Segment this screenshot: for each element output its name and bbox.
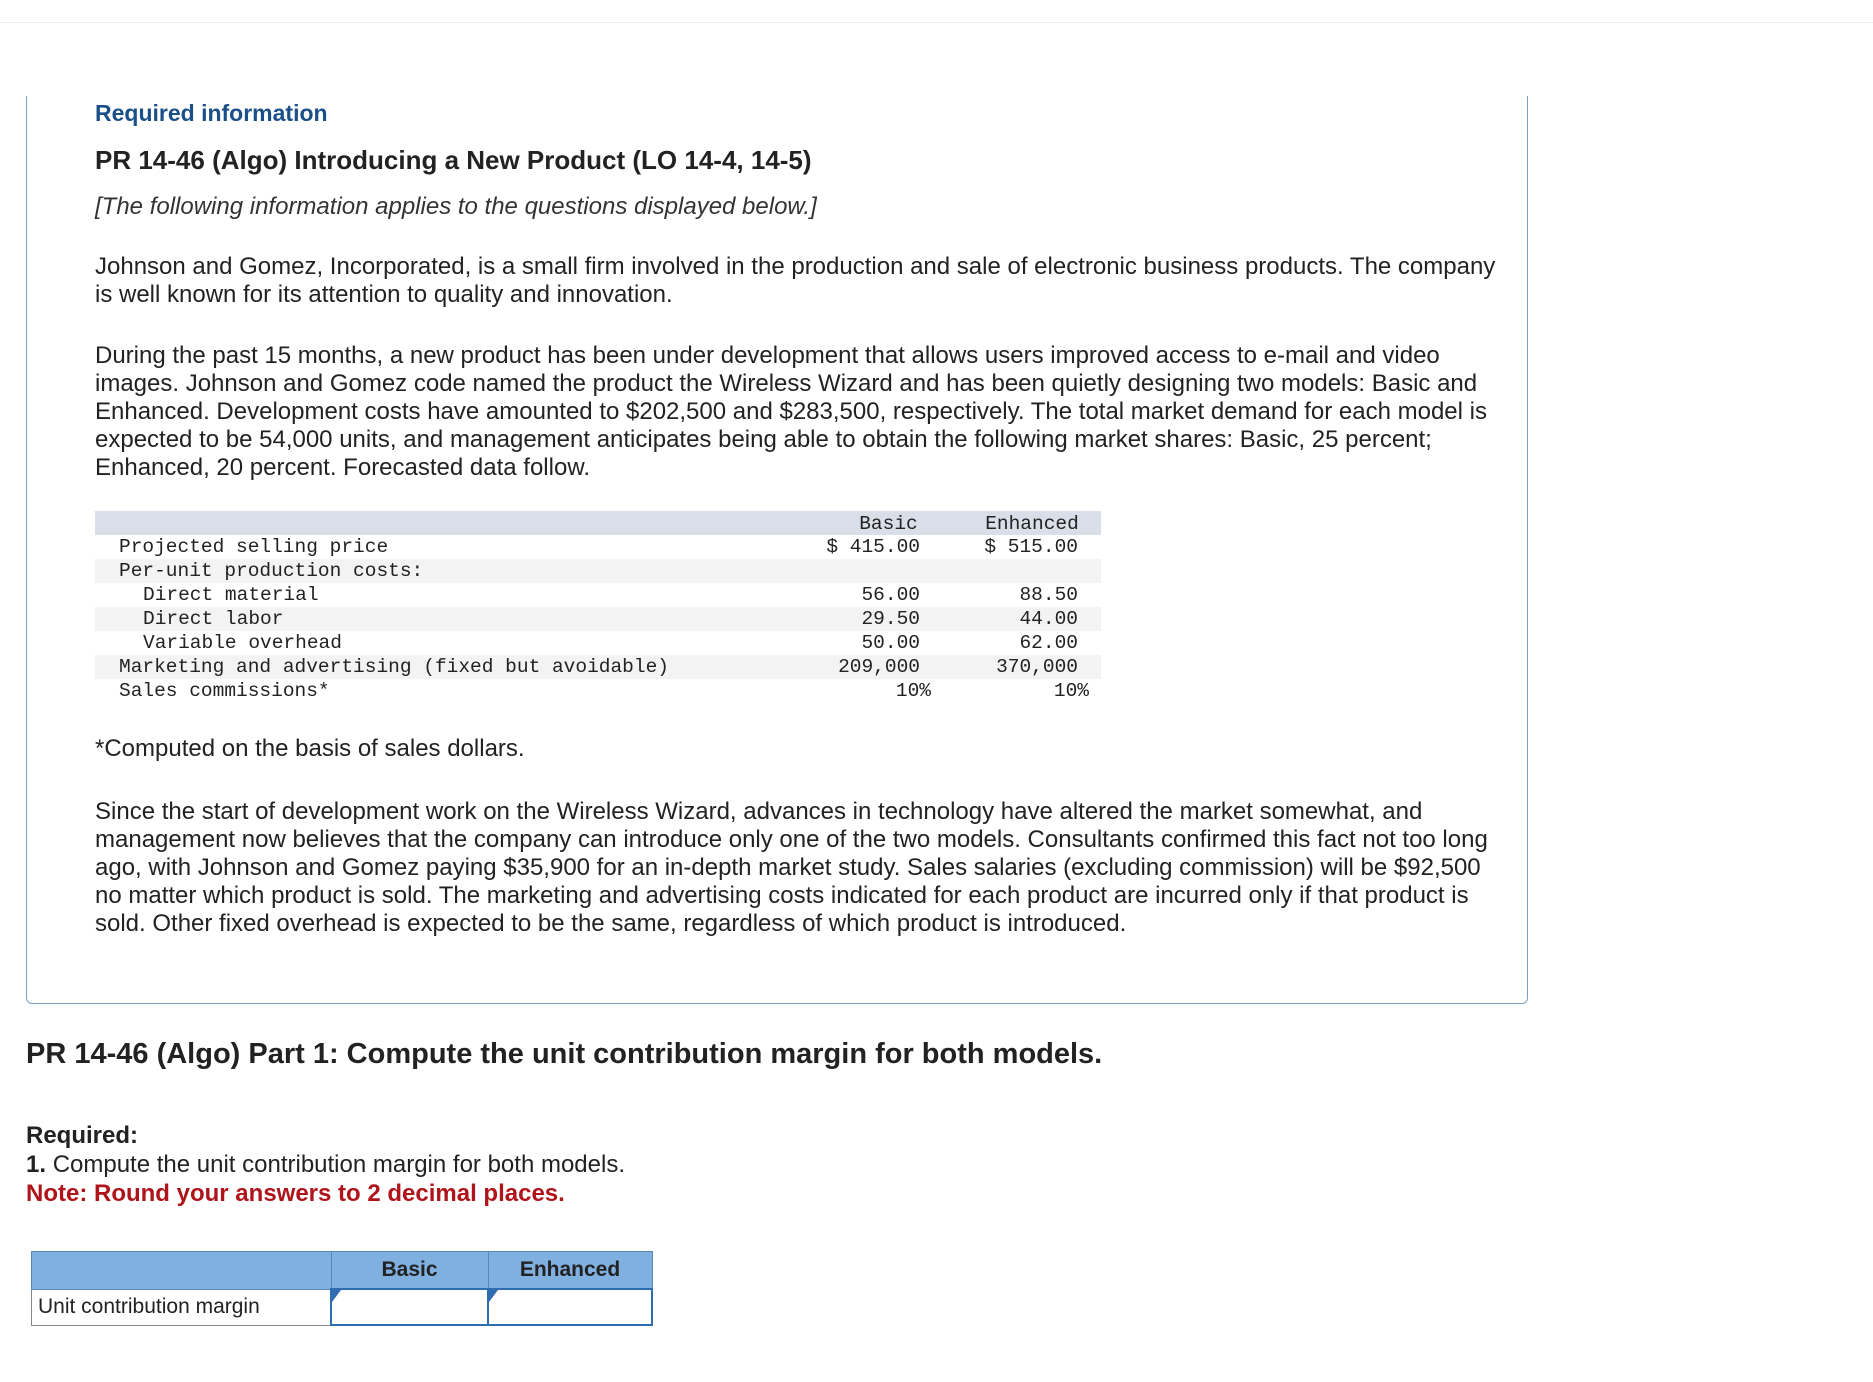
paragraph-market-change: Since the start of development work on the Wireless Wizard, advances in technology have altered the market somewhat, and management now believes that the company can introduce only one of the two models. Consultants confirmed this fact not too long ago, with Johnson and Gomez paying $35,900 for an in-depth market study. Sales salaries (excluding commission) will be $92,500 no matter which product is sold. The marketing and advertising costs indicated for each product are incurred only if that product is sold. Other fixed overhead is expected to be the same, regardless of which product is introduced. <box>95 798 1488 937</box>
row-label: Per-unit production costs: <box>119 560 424 582</box>
basic-value: 56.00 <box>861 584 920 606</box>
basic-contribution-margin-input[interactable] <box>332 1290 491 1324</box>
item-text: Compute the unit contribution margin for both models. <box>52 1151 625 1178</box>
basic-value: 50.00 <box>861 632 920 654</box>
enhanced-value: 10% <box>1053 680 1089 702</box>
basic-value: 209,000 <box>838 656 920 678</box>
enhanced-value: 370,000 <box>996 656 1078 678</box>
rounding-note: Note: Round your answers to 2 decimal places. <box>26 1180 565 1207</box>
table-header-row <box>95 511 1101 535</box>
enhanced-value: 44.00 <box>1019 608 1078 630</box>
answer-header-basic: Basic <box>331 1252 488 1290</box>
table-row <box>95 559 1101 583</box>
answer-header-enhanced: Enhanced <box>488 1252 652 1290</box>
footnote: *Computed on the basis of sales dollars. <box>95 735 525 762</box>
enhanced-value: $ 515.00 <box>984 536 1078 558</box>
enhanced-value: 62.00 <box>1019 632 1078 654</box>
row-label: Marketing and advertising (fixed but avoidable) <box>119 656 669 678</box>
row-label: Projected selling price <box>119 536 389 558</box>
enhanced-contribution-margin-input[interactable] <box>489 1290 655 1324</box>
table-row <box>95 607 1101 631</box>
row-label: Variable overhead <box>143 632 342 654</box>
basic-answer-cell[interactable] <box>331 1289 488 1325</box>
table-row <box>95 631 1101 655</box>
answer-header-row <box>32 1252 653 1290</box>
row-label: Direct labor <box>143 608 284 630</box>
basic-value: 10% <box>895 680 931 702</box>
required-information-heading: Required information <box>95 100 328 126</box>
top-bar <box>0 0 1873 23</box>
problem-title: PR 14-46 (Algo) Introducing a New Product (LO 14-4, 14-5) <box>95 145 812 175</box>
table-row <box>95 679 1101 703</box>
table-row <box>95 583 1101 607</box>
input-marker-icon <box>332 1290 341 1302</box>
basic-value: 29.50 <box>861 608 920 630</box>
table-row <box>95 535 1101 559</box>
paragraph-company: Johnson and Gomez, Incorporated, is a small firm involved in the production and sale of electronic business products. The company is well known for its attention to quality and innovation. <box>95 253 1496 308</box>
row-label: Direct material <box>143 584 319 606</box>
required-item <box>26 1151 625 1179</box>
item-number: 1. <box>26 1151 47 1178</box>
answer-row <box>32 1289 653 1325</box>
answer-row-label: Unit contribution margin <box>32 1289 332 1325</box>
row-label: Sales commissions* <box>119 680 330 702</box>
answer-header-blank <box>32 1252 332 1290</box>
forecast-data-table <box>95 511 1101 703</box>
column-header-basic: Basic <box>859 513 918 535</box>
part-title: PR 14-46 (Algo) Part 1: Compute the unit contribution margin for both models. <box>26 1038 1103 1070</box>
table-row <box>95 655 1101 679</box>
column-header-enhanced: Enhanced <box>985 513 1079 535</box>
required-label: Required: <box>26 1122 139 1149</box>
intro-note: [The following information applies to the questions displayed below.] <box>95 193 817 220</box>
enhanced-answer-cell[interactable] <box>488 1289 652 1325</box>
answer-table <box>31 1251 653 1326</box>
basic-value: $ 415.00 <box>826 536 920 558</box>
enhanced-value: 88.50 <box>1019 584 1078 606</box>
input-marker-icon <box>489 1290 498 1302</box>
paragraph-development: During the past 15 months, a new product has been under development that allows users improved access to e-mail and video images. Johnson and Gomez code named the product the Wireless Wizard and has been quietly designing two models: Basic and Enhanced. Development costs have amounted to $202,500 and $283,500, respectively. The total market demand for each model is expected to be 54,000 units, and management anticipates being able to obtain the following market shares: Basic, 25 percent; Enhanced, 20 percent. Forecasted data follow. <box>95 342 1487 481</box>
